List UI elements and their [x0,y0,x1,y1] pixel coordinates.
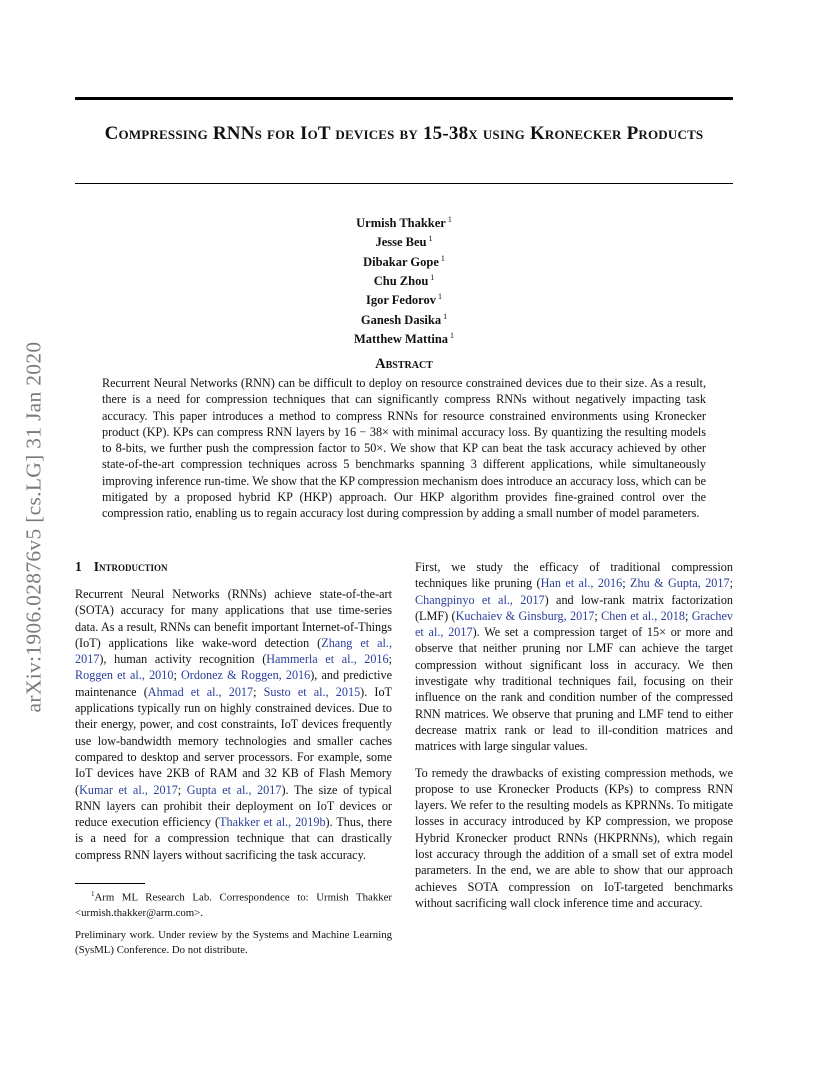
text-run: ; [173,668,181,683]
citation-link[interactable]: Zhang et al., 2017 [75,635,392,667]
abstract-text: Recurrent Neural Networks (RNN) can be difficult to deploy on resource constrained devices due to their size. As a result, there is a need for compression techniques that can significantly compress RNNs without negatively impacting task accuracy. This paper introduces a method to compress RNNs for resource constrained environments using Kronecker product (KP). KPs can compress RNN layers by 16 − 38× with minimal accuracy loss. By quantizing the resulting models to 8-bits, we further push the compression factor to 50×. We show that KP can beat the task accuracy achieved by other state-of-the-art compression techniques across 5 benchmarks spanning 3 different applications, while simultaneously improving inference run-time. We show that the KP compression mechanism does introduce an accuracy loss, which can be mitigated by a proposed hybrid KP (HKP) approach. Our HKP algorithm provides fine-grained control over the compression ratio, enabling us to regain accuracy lost during compression by adding a small number of model parameters. [102,376,706,521]
affiliation-mark: 1 [448,331,455,341]
author-name [300,212,508,231]
text-run: ). The size of typical RNN layers can prohibit their deployment on IoT devices or reduce execution efficiency ( [75,782,392,830]
author-name-text: Jesse Beu [375,235,427,250]
section-title: Introduction [93,559,168,574]
citation-link[interactable]: Kumar et al., 2017 [79,782,178,797]
title-rule [75,183,733,184]
text-run: ; [177,782,187,797]
text-run: ; [388,652,392,667]
section-number: 1 [75,559,82,574]
footnote-mark: 1 [91,890,95,898]
author-name [300,328,508,347]
text-run: ; [684,608,692,623]
preliminary-notice: Preliminary work. Under review by the Systems and Machine Learning (SysML) Conference. Do not distribute. [75,929,392,956]
author-name-text: Chu Zhou [373,274,429,289]
citation-link[interactable]: Kuchaiev & Ginsburg, 2017 [455,608,595,623]
abstract-heading: Abstract [375,356,433,372]
intro-right-column [415,559,733,911]
citation-link[interactable]: Grachev et al., 2017 [415,608,734,640]
text-run: ; [622,576,631,591]
text-run: Recurrent Neural Networks (RNNs) achieve state-of-the-art (SOTA) accuracy for many applications that use time-series data. As a result, RNNs can benefit important Internet-of-Things (IoT) applications like wake-word detection ( [75,587,392,650]
text-run: ). We set a compression target of 15× or more and observe that neither pruning nor LMF can achieve the target compression without significant loss in accuracy. We then investigate why traditional techniques fail, focusing on their influence on the rank and condition number of the compressed RNN matrices. We observe that pruning and LMF tend to either decrease matrix rank or lead to ill-condition matrices and matrices with large singular values. [415,625,734,754]
text-run: ), and predictive maintenance ( [75,668,392,699]
footnote-text: Arm ML Research Lab. Correspondence to: Urmish Thakker <urmish.thakker@arm.com>. [75,891,392,919]
intro-right-paragraph-2: To remedy the drawbacks of existing compression methods, we propose to use Kronecker Products (KPs) to compress RNN layers. We refer to the resulting models as KPRNNs. To mitigate losses in accuracy introduced by KP compression, we propose Hybrid Kronecker product RNNs (HKPRNNs), which regain lost accuracy through the addition of a small set of extra model parameters. In the end, we are able to show that our approach achieves SOTA compression on IoT-targeted benchmarks without sacrificing wall clock inference time and accuracy. [415,765,733,910]
text-run: First, we study the efficacy of traditional compression techniques like pruning ( [415,560,733,591]
affiliation-mark: 1 [441,311,448,321]
author-name [300,231,508,250]
citation-link[interactable]: Hammerla et al., 2016 [266,652,389,667]
author-name-text: Igor Fedorov [365,293,437,308]
author-name-text: Ganesh Dasika [360,312,442,327]
citation-link[interactable]: Roggen et al., 2010 [75,668,174,683]
citation-link[interactable]: Han et al., 2016 [540,576,623,591]
arxiv-identifier: arXiv:1906.02876v5 [cs.LG] 31 Jan 2020 [21,341,46,713]
citation-link[interactable]: Zhu & Gupta, 2017 [630,576,730,591]
author-name [300,251,508,270]
affiliation-mark: 1 [426,234,433,244]
author-name [300,309,508,328]
author-name [300,270,508,289]
affiliation-footnote [75,887,392,921]
citation-link[interactable]: Ahmad et al., 2017 [147,684,254,699]
footnote-rule [75,883,145,884]
text-run: ; [594,608,602,623]
affiliation-mark: 1 [428,273,435,283]
text-run: ; [253,684,264,699]
affiliation-mark: 1 [436,292,443,302]
text-run: ; [729,576,733,591]
author-list [300,212,508,348]
citation-link[interactable]: Thakker et al., 2019b [219,815,326,830]
affiliation-mark: 1 [438,253,445,263]
section-heading [75,559,168,575]
top-rule [75,97,733,100]
citation-link[interactable]: Changpinyo et al., 2017 [415,592,545,607]
citation-link[interactable]: Chen et al., 2018 [601,608,685,623]
citation-link[interactable]: Ordonez & Roggen, 2016 [181,668,311,683]
author-name-text: Dibakar Gope [363,254,439,269]
author-name-text: Matthew Mattina [353,332,449,347]
text-run: ). IoT applications typically run on highly constrained devices. Due to their energy, power, and cost constraints, IoT devices frequently use low-bandwidth memory technologies and smaller caches compared to desktop and server processors. For example, some IoT devices have 2KB of RAM and 32 KB of Flash Memory ( [75,684,393,797]
author-name [300,289,508,308]
text-run: ). Thus, there is a need for a compression technique that can drastically compress RNN layers without sacrificing the task accuracy. [75,815,392,862]
text-run: ) and low-rank matrix factorization (LMF) ( [415,592,734,623]
citation-link[interactable]: Susto et al., 2015 [263,684,361,699]
author-name-text: Urmish Thakker [356,216,446,231]
text-run: ), human activity recognition ( [99,652,267,667]
citation-link[interactable]: Gupta et al., 2017 [186,782,282,797]
affiliation-mark: 1 [445,215,452,224]
intro-left-column [75,586,392,863]
intro-right-paragraph-1 [415,559,733,755]
paper-title: Compressing RNNs for IoT devices by 15-38x using Kronecker Products [104,123,704,144]
